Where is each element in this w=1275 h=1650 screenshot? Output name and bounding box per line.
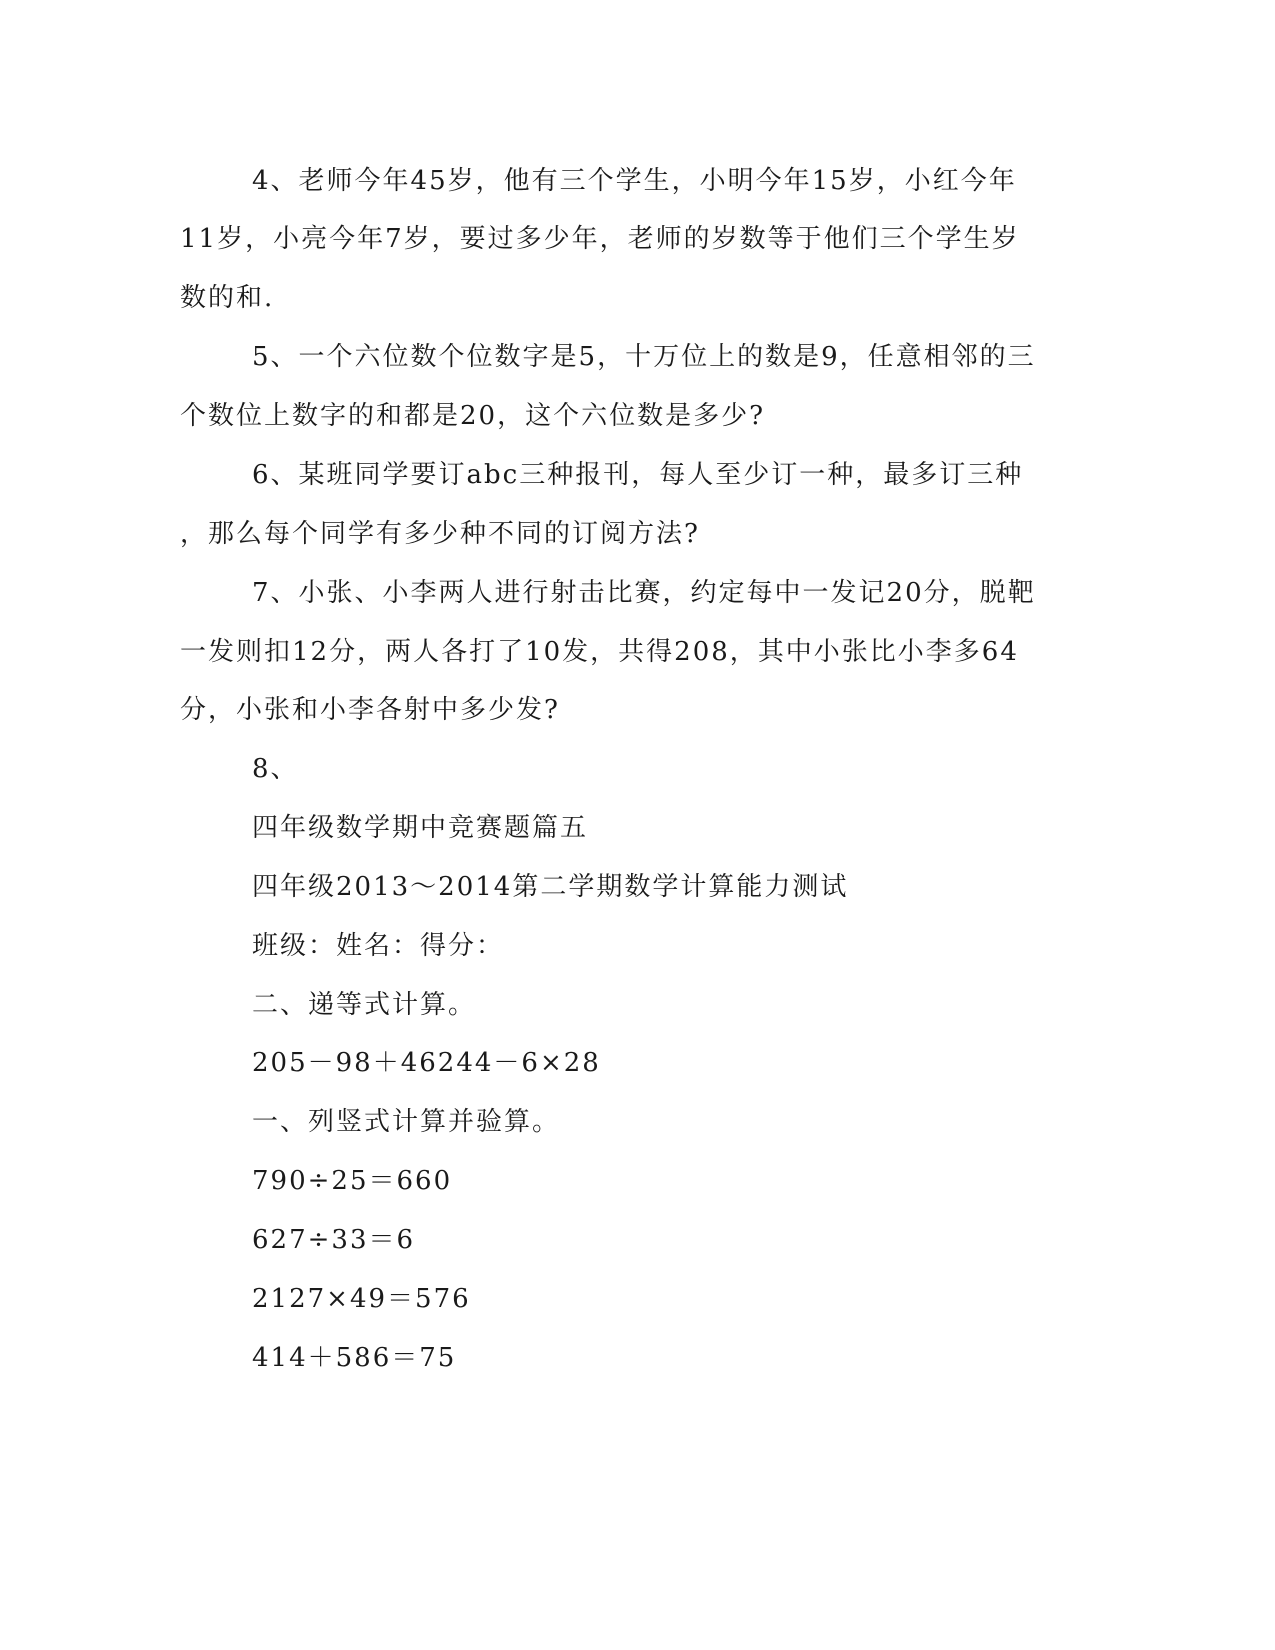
equation-3: 2127×49＝576 <box>252 1284 471 1314</box>
part-one-heading: 一、列竖式计算并验算。 <box>252 1107 561 1137</box>
section-title: 四年级数学期中竞赛题篇五 <box>252 813 589 843</box>
student-info-line: 班级：姓名：得分： <box>252 931 505 961</box>
equation-4: 414＋586＝75 <box>252 1343 457 1373</box>
question-7-line-3: 分，小张和小李各射中多少发? <box>180 695 560 725</box>
question-7-line-2: 一发则扣12分，两人各打了10发，共得208，其中小张比小李多64 <box>180 637 1019 667</box>
expression-1: 205－98＋46244－6×28 <box>252 1048 601 1078</box>
test-title: 四年级2013～2014第二学期数学计算能力测试 <box>252 872 849 902</box>
question-6-line-2: ，那么每个同学有多少种不同的订阅方法? <box>180 519 700 549</box>
equation-1: 790÷25＝660 <box>252 1166 453 1196</box>
question-8-line: 8、 <box>252 754 299 784</box>
question-6-line-1: 6、某班同学要订abc三种报刊，每人至少订一种，最多订三种 <box>252 460 1024 490</box>
question-4-line-2: 11岁，小亮今年7岁，要过多少年，老师的岁数等于他们三个学生岁 <box>180 224 1020 254</box>
equation-2: 627÷33＝6 <box>252 1225 416 1255</box>
question-7-line-1: 7、小张、小李两人进行射击比赛，约定每中一发记20分，脱靶 <box>252 578 1036 608</box>
question-5-line-1: 5、一个六位数个位数字是5，十万位上的数是9，任意相邻的三 <box>252 342 1036 372</box>
question-5-line-2: 个数位上数字的和都是20，这个六位数是多少? <box>180 401 766 431</box>
part-two-heading: 二、递等式计算。 <box>252 990 477 1020</box>
question-4-line-1: 4、老师今年45岁，他有三个学生，小明今年15岁，小红今年 <box>252 166 1017 196</box>
question-4-line-3: 数的和. <box>180 283 275 313</box>
